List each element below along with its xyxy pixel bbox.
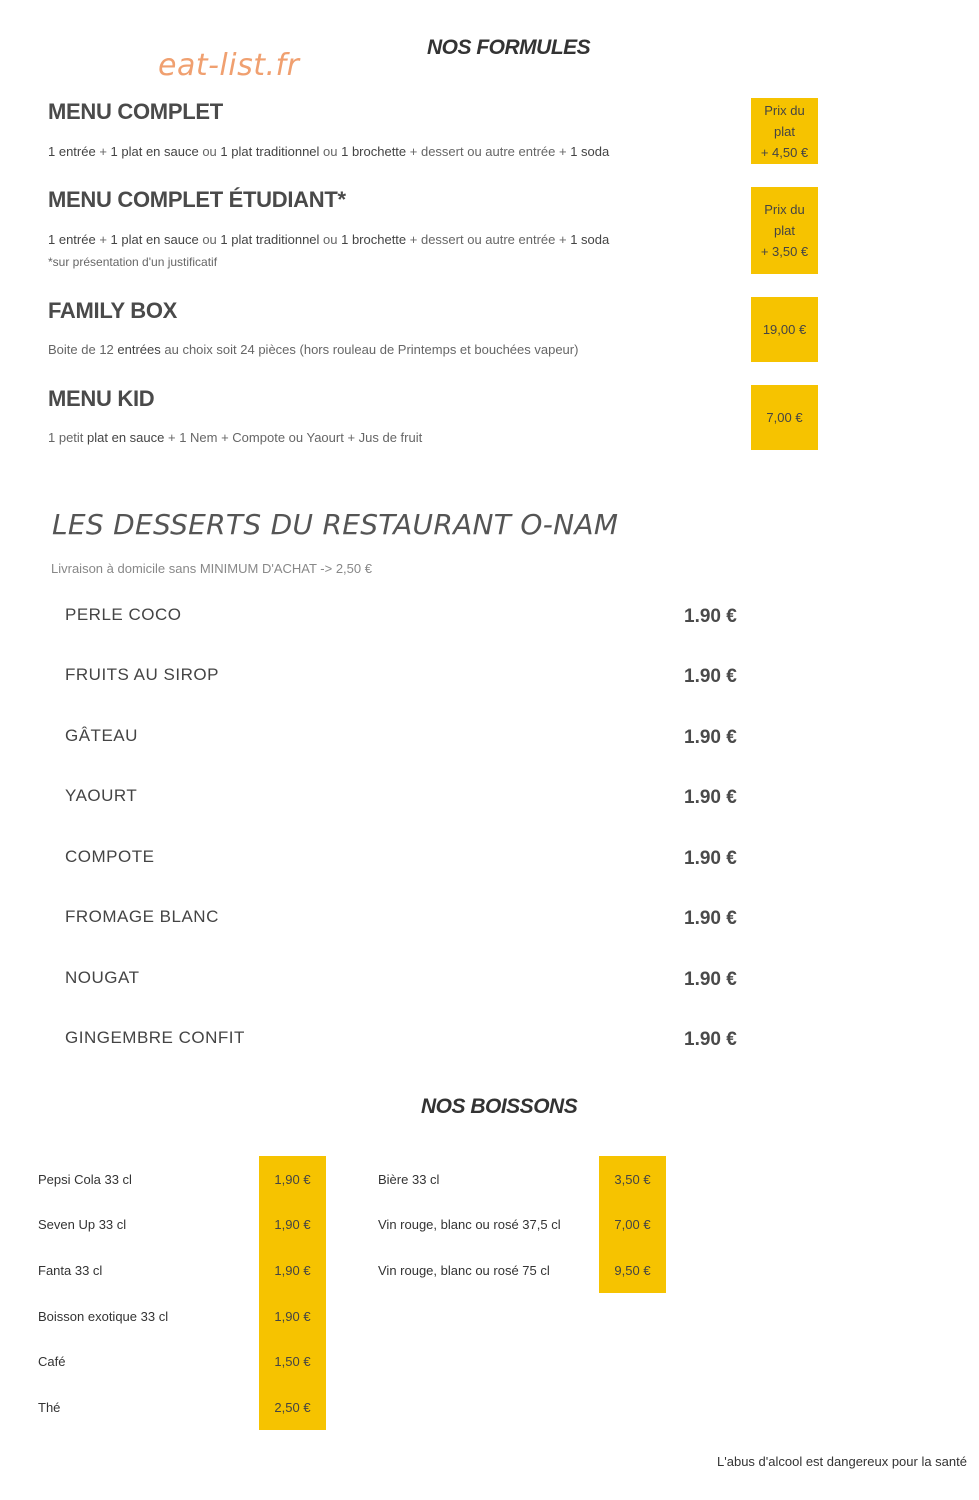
- drink-price: 1,90 €: [274, 1263, 311, 1278]
- drink-name: Boisson exotique 33 cl: [38, 1309, 169, 1324]
- delivery-note: Livraison à domicile sans MINIMUM D'ACHAT -> 2,50 €: [51, 561, 372, 576]
- drink-price-column: [259, 1156, 326, 1430]
- drink-name: Fanta 33 cl: [38, 1263, 103, 1278]
- formula-description: 1 entrée + 1 plat en sauce ou 1 plat traditionnel ou 1 brochette + dessert ou autre entrée + 1 soda: [48, 232, 610, 247]
- drink-name: Pepsi Cola 33 cl: [38, 1172, 132, 1187]
- drink-price: 9,50 €: [614, 1263, 651, 1278]
- formules-title: NOS FORMULES: [427, 36, 591, 59]
- dessert-price: 1.90 €: [684, 1029, 737, 1050]
- dessert-name: NOUGAT: [65, 968, 140, 987]
- dessert-name: COMPOTE: [65, 847, 155, 866]
- drink-price: 1,90 €: [274, 1217, 311, 1232]
- drink-price: 2,50 €: [274, 1400, 311, 1415]
- dessert-name: GINGEMBRE CONFIT: [65, 1028, 245, 1047]
- drink-name: Seven Up 33 cl: [38, 1217, 127, 1232]
- formula-name: FAMILY BOX: [48, 298, 178, 323]
- formula-description: Boite de 12 entrées au choix soit 24 pièces (hors rouleau de Printemps et bouchées vapeur): [48, 342, 579, 357]
- dessert-price: 1.90 €: [684, 727, 737, 748]
- formula-description: 1 entrée + 1 plat en sauce ou 1 plat traditionnel ou 1 brochette + dessert ou autre entrée + 1 soda: [48, 144, 610, 159]
- boissons-title: NOS BOISSONS: [421, 1095, 578, 1118]
- formula-note: *sur présentation d'un justificatif: [48, 255, 218, 269]
- dessert-name: PERLE COCO: [65, 605, 182, 624]
- dessert-name: FRUITS AU SIROP: [65, 665, 219, 684]
- desserts-title: LES DESSERTS DU RESTAURANT O-NAM: [52, 508, 619, 541]
- drink-price: 7,00 €: [614, 1217, 651, 1232]
- dessert-name: FROMAGE BLANC: [65, 907, 219, 926]
- drink-name: Vin rouge, blanc ou rosé 75 cl: [378, 1263, 550, 1278]
- dessert-price: 1.90 €: [684, 606, 737, 627]
- drink-price: 1,90 €: [274, 1172, 311, 1187]
- watermark: eat-list.fr: [158, 48, 300, 83]
- formula-price-box: Prix du plat + 3,50 €: [751, 187, 818, 274]
- formula-name: MENU COMPLET: [48, 99, 223, 124]
- formula-name: MENU KID: [48, 386, 155, 411]
- formula-description: 1 petit plat en sauce + 1 Nem + Compote ou Yaourt + Jus de fruit: [48, 430, 423, 445]
- drink-name: Thé: [38, 1400, 61, 1415]
- drink-price: 3,50 €: [614, 1172, 651, 1187]
- formula-name: MENU COMPLET ÉTUDIANT*: [48, 187, 346, 212]
- drink-price: 1,90 €: [274, 1309, 311, 1324]
- drink-name: Bière 33 cl: [378, 1172, 440, 1187]
- drink-name: Vin rouge, blanc ou rosé 37,5 cl: [378, 1217, 561, 1232]
- formula-price-box: 7,00 €: [751, 385, 818, 450]
- drink-name: Café: [38, 1354, 66, 1369]
- dessert-price: 1.90 €: [684, 787, 737, 808]
- dessert-price: 1.90 €: [684, 908, 737, 929]
- alcohol-warning: L'abus d'alcool est dangereux pour la santé: [717, 1454, 967, 1469]
- dessert-name: GÂTEAU: [65, 726, 138, 745]
- formula-price-box: Prix du plat + 4,50 €: [751, 98, 818, 164]
- dessert-name: YAOURT: [65, 786, 138, 805]
- dessert-price: 1.90 €: [684, 666, 737, 687]
- dessert-price: 1.90 €: [684, 969, 737, 990]
- dessert-price: 1.90 €: [684, 848, 737, 869]
- formula-price-box: 19,00 €: [751, 297, 818, 362]
- drink-price: 1,50 €: [274, 1354, 311, 1369]
